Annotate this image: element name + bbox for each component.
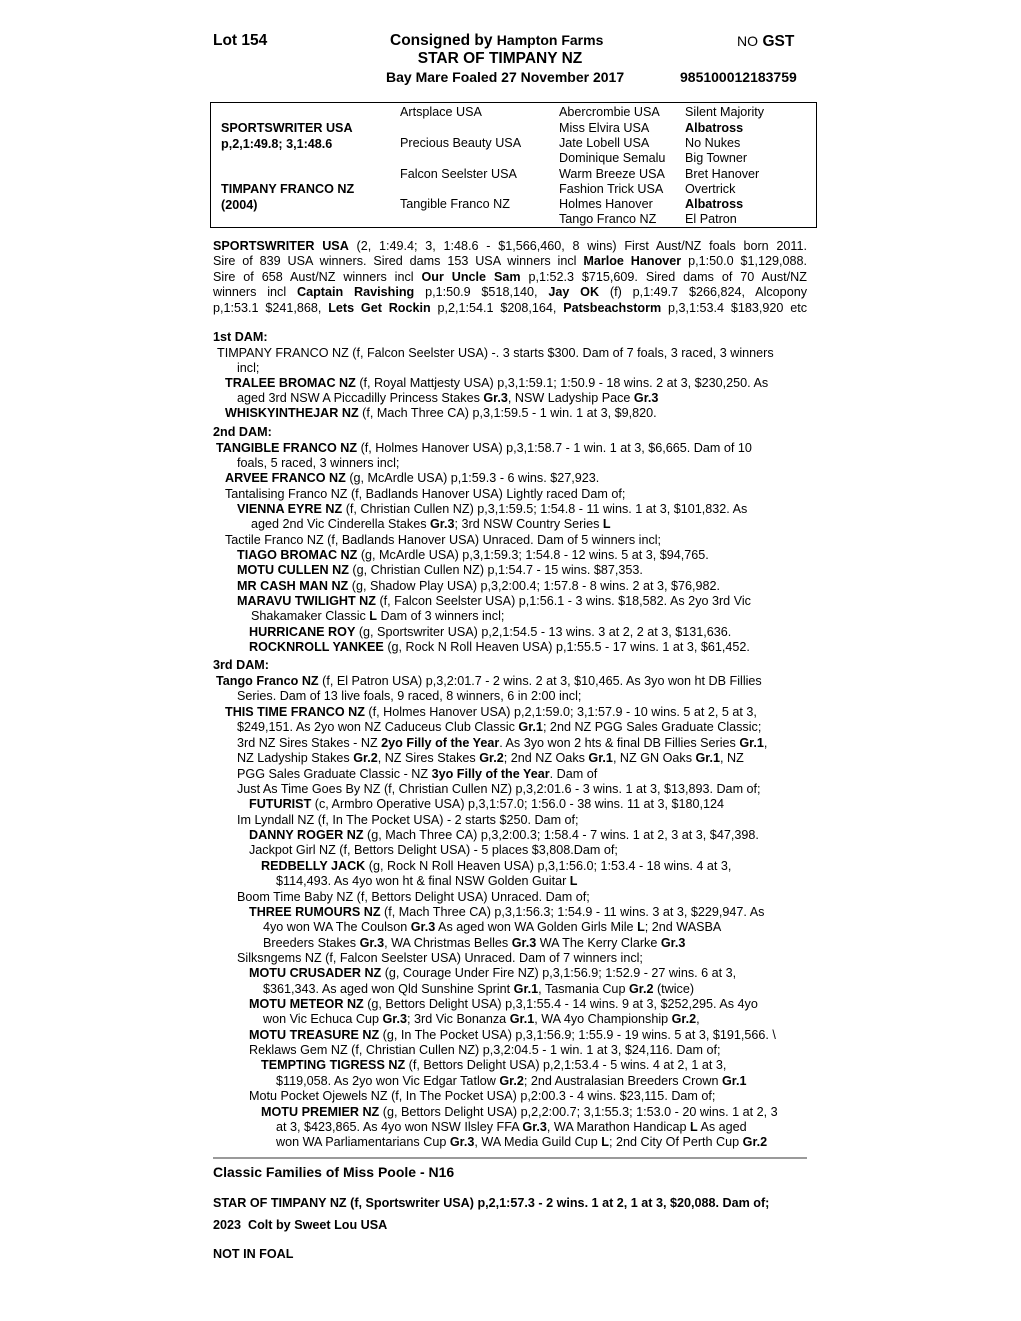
family-line [251, 517, 611, 532]
pedigree-g4-8: El Patron [685, 212, 737, 226]
pedigree-g4-3: No Nukes [685, 136, 741, 150]
text-segment: (f, Christian Cullen NZ) p,3,1:59.5; 1:54.8 - 11 wins. 1 at 3, $101,832. As [342, 502, 748, 516]
text-segment: Shakamaker Classic [251, 609, 370, 623]
text-segment: ; 2nd Australasian Breeders Crown [523, 1074, 722, 1088]
family-line [237, 579, 720, 594]
bold-segment: HURRICANE ROY [249, 625, 356, 639]
bold-segment: ROCKNROLL YANKEE [249, 640, 384, 654]
text-segment: (f, Bettors Delight USA) p,2,1:53.4 - 5 wins. 4 at 2, 1 at 3, [405, 1058, 727, 1072]
family-line [249, 905, 764, 920]
bold-segment: Our Uncle Sam [421, 269, 521, 284]
text-segment: p,3,1:53.4 $183,920 etc [661, 300, 807, 315]
text-segment: (g, Christian Cullen NZ) p,1:54.7 - 15 wins. $87,353. [348, 563, 643, 577]
bold-segment: MOTU TREASURE NZ [249, 1028, 380, 1042]
second-dam-heading: 2nd DAM: [213, 425, 272, 439]
bold-segment: MARAVU TWILIGHT NZ [237, 594, 376, 608]
text-segment: (g, Shadow Play USA) p,3,2:00.4; 1:57.8 - 8 wins. 2 at 3, $76,982. [348, 579, 720, 593]
pedigree-dam-dam: Tangible Franco NZ [400, 197, 510, 211]
text-segment: , NZ GN Oaks [612, 751, 696, 765]
sire-summary-line [213, 254, 807, 269]
text-segment: won WA Parliamentarians Cup [276, 1135, 450, 1149]
text-segment: 4yo won WA The Coulson [263, 920, 411, 934]
family-title: Classic Families of Miss Poole - N16 [213, 1164, 455, 1180]
pedigree-g4-5: Bret Hanover [685, 167, 760, 181]
bold-segment: TANGIBLE FRANCO NZ [216, 441, 358, 455]
bold-segment: SPORTSWRITER USA [213, 239, 349, 253]
bold-segment: Gr.2 [671, 1012, 697, 1026]
family-line [276, 874, 578, 889]
text-segment: As aged won WA Golden Girls Mile [435, 920, 638, 934]
text-segment: won Vic Echuca Cup [263, 1012, 383, 1026]
family-line [225, 487, 625, 502]
pedigree-granddam: Precious Beauty USA [400, 136, 522, 150]
sire-summary-line [213, 270, 807, 285]
family-line [261, 1105, 778, 1120]
bold-segment: WHISKYINTHEJAR NZ [225, 406, 359, 420]
family-line [261, 1058, 726, 1073]
family-line [225, 533, 661, 548]
text-segment: $249,151. As 2yo won NZ Caduceus Club Classic [237, 720, 519, 734]
bold-segment: Gr.3 [410, 920, 436, 934]
family-line [249, 640, 750, 655]
bold-segment: TRALEE BROMAC NZ [225, 376, 356, 390]
bold-segment: Gr.3 [449, 1135, 475, 1149]
family-line [249, 966, 736, 981]
bold-segment: Gr.1 [739, 736, 764, 750]
family-line [249, 997, 758, 1012]
text-segment: (f, Holmes Hanover USA) p,2,1:59.0; 3,1:57.9 - 10 wins. 5 at 2, 5 at 3, [364, 705, 757, 719]
text-segment: ; 2nd City Of Perth Cup [608, 1135, 743, 1149]
bold-segment: MOTU METEOR NZ [249, 997, 364, 1011]
text-segment: (twice) [653, 982, 695, 996]
family-line [237, 951, 643, 966]
family-line [237, 767, 597, 782]
text-segment: ; 2nd NZ Oaks [503, 751, 589, 765]
pedigree-table [210, 102, 817, 228]
sire-summary-line [213, 301, 807, 316]
family-line [225, 406, 657, 421]
family-line [249, 1043, 721, 1058]
text-segment: Sire of 839 USA winners. Sired dams 153 USA winners incl [213, 254, 584, 269]
bold-segment: Gr.3 [359, 936, 385, 950]
bold-segment: Gr.2 [499, 1074, 524, 1088]
bold-segment: Gr.2 [628, 982, 654, 996]
bold-segment: Gr.3 [430, 517, 455, 531]
horse-name: STAR OF TIMPANY NZ [417, 50, 583, 67]
text-segment: (g, Bettors Delight USA) p,2,2:00.7; 3,1:55.3; 1:53.0 - 20 wins. 1 at 2, 3 [379, 1105, 778, 1119]
family-line [237, 720, 761, 735]
family-line [263, 920, 721, 935]
bold-segment: Lets Get Rockin [328, 300, 431, 315]
family-line [263, 1012, 700, 1027]
text-segment: . Dam of [549, 767, 598, 781]
bold-segment: Gr.1 [695, 751, 721, 765]
bold-segment: Gr.3 [660, 936, 686, 950]
text-segment: Jackpot Girl NZ (f, Bettors Delight USA) - 5 places $3,808.Dam of; [249, 843, 618, 857]
text-segment: , NSW Ladyship Pace [507, 391, 634, 405]
text-segment: Just As Time Goes By NZ (f, Christian Cullen NZ) p,3,2:01.6 - 3 wins. 1 at 3, $13,893. Dam of; [237, 782, 761, 796]
bold-segment: Tango Franco NZ [216, 674, 319, 688]
text-segment: winners incl [213, 285, 297, 300]
bold-segment: Jay OK [548, 285, 600, 300]
sire-summary [213, 239, 807, 316]
text-segment: $114,493. As 4yo won ht & final NSW Golden Guitar [276, 874, 570, 888]
bold-segment: FUTURIST [249, 797, 312, 811]
bold-segment: Gr.1 [513, 982, 539, 996]
bold-segment: L [602, 517, 611, 531]
text-segment: (2, 1:49.4; 3, 1:48.6 - $1,566,460, 8 wins) First Aust/NZ foals born 2011. [348, 239, 807, 253]
pedigree-g4-1: Silent Majority [685, 105, 765, 119]
bold-segment: Marloe Hanover [583, 254, 682, 269]
text-segment: (f, El Patron USA) p,3,2:01.7 - 2 wins. 2 at 3, $10,465. As 3yo won ht DB Fillies [318, 674, 762, 688]
bold-segment: 2yo Filly of the Year [381, 736, 500, 750]
text-segment: , WA Media Guild Cup [474, 1135, 602, 1149]
text-segment: (c, Armbro Operative USA) p,3,1:57.0; 1:56.0 - 38 wins. 11 at 3, $180,124 [311, 797, 725, 811]
text-segment: , [763, 736, 768, 750]
family-line [217, 346, 774, 361]
pedigree-g3-5: Warm Breeze USA [559, 167, 665, 181]
bold-segment: L [569, 874, 578, 888]
family-line [249, 1089, 715, 1104]
text-segment: (g, Rock N Roll Heaven USA) p,3,1:56.0; 1:53.4 - 18 wins. 4 at 3, [365, 859, 732, 873]
consigned-by [390, 32, 603, 50]
sire-record: p,2,1:49.8; 3,1:48.6 [221, 137, 333, 151]
bold-segment: Gr.2 [742, 1135, 768, 1149]
text-segment: (f, Mach Three CA) p,3,1:56.3; 1:54.9 - 11 wins. 3 at 3, $229,947. As [380, 905, 765, 919]
family-line [249, 1028, 776, 1043]
family-line [237, 782, 761, 797]
third-dam-heading: 3rd DAM: [213, 658, 269, 672]
text-segment: , WA Christmas Belles [384, 936, 512, 950]
gst-prefix: NO [737, 33, 758, 49]
sire-summary-line [213, 285, 807, 300]
family-line [249, 828, 759, 843]
family-line [237, 594, 751, 609]
gst-status [737, 33, 794, 51]
bold-segment: 3yo Filly of the Year [431, 767, 550, 781]
text-segment: WA The Kerry Clarke [536, 936, 661, 950]
family-line [237, 563, 643, 578]
family-line [216, 441, 752, 456]
gst-label: GST [762, 33, 795, 50]
foal-status: NOT IN FOAL [213, 1247, 294, 1261]
pedigree-dam-sire: Falcon Seelster USA [400, 167, 517, 181]
bold-segment: MOTU CRUSADER NZ [249, 966, 382, 980]
text-segment: NZ Ladyship Stakes [237, 751, 354, 765]
bold-segment: L [601, 1135, 609, 1149]
dam-name: TIMPANY FRANCO NZ [221, 182, 355, 196]
pedigree-g4-4: Big Towner [685, 151, 748, 165]
bold-segment: Gr.2 [479, 751, 504, 765]
text-segment: Dam of 3 winners incl; [377, 609, 505, 623]
family-line [225, 705, 757, 720]
bold-segment: Gr.1 [518, 720, 543, 734]
consigned-prefix: Consigned by [390, 32, 493, 49]
text-segment: , Tasmania Cup [538, 982, 629, 996]
pedigree-g3-8: Tango Franco NZ [559, 212, 657, 226]
bold-segment: Gr.3 [382, 1012, 407, 1026]
text-segment: (g, Courage Under Fire NZ) p,3,1:56.9; 1:52.9 - 27 wins. 6 at 3, [381, 966, 737, 980]
text-segment: , NZ [720, 751, 744, 765]
text-segment: Motu Pocket Ojewels NZ (f, In The Pocket USA) p,2:00.3 - 4 wins. $23,115. Dam of; [249, 1089, 716, 1103]
bold-segment: Gr.3 [483, 391, 508, 405]
text-segment: at 3, $423,865. As 4yo won NSW Ilsley FFA [276, 1120, 523, 1134]
bold-segment: Gr.3 [522, 1120, 547, 1134]
family-line [263, 982, 694, 997]
horse-summary: STAR OF TIMPANY NZ (f, Sportswriter USA) p,2,1:57.3 - 2 wins. 1 at 2, 1 at 3, $20,088. Dam of; [213, 1196, 770, 1210]
family-line [216, 674, 762, 689]
text-segment: Boom Time Baby NZ (f, Bettors Delight USA) Unraced. Dam of; [237, 890, 590, 904]
text-segment: ; 3rd Vic Bonanza [407, 1012, 510, 1026]
text-segment: (g, McArdle USA) p,3,1:59.3; 1:54.8 - 12 wins. 5 at 3, $94,765. [357, 548, 709, 562]
bold-segment: L [689, 1120, 698, 1134]
family-line [261, 859, 731, 874]
bold-segment: Gr.3 [511, 936, 537, 950]
pedigree-g3-2: Miss Elvira USA [559, 121, 650, 135]
family-line [237, 813, 579, 828]
bold-segment: DANNY ROGER NZ [249, 828, 364, 842]
text-segment: Reklaws Gem NZ (f, Christian Cullen NZ) p,3,2:04.5 - 1 win. 1 at 3, $24,116. Dam of; [249, 1043, 721, 1057]
text-segment: (f, Royal Mattjesty USA) p,3,1:59.1; 1:50.9 - 18 wins. 2 at 3, $230,250. As [355, 376, 769, 390]
bold-segment: THREE RUMOURS NZ [249, 905, 381, 919]
family-line [225, 376, 768, 391]
family-line [237, 361, 259, 376]
bold-segment: VIENNA EYRE NZ [237, 502, 343, 516]
microchip-number: 985100012183759 [680, 69, 797, 85]
family-line [237, 890, 590, 905]
bold-segment: L [369, 609, 377, 623]
family-line [249, 797, 724, 812]
text-segment: p,2,1:54.1 $208,164, [430, 300, 564, 315]
divider-rule [213, 1157, 807, 1159]
family-line [237, 502, 747, 517]
family-line [249, 625, 731, 640]
family-line [251, 609, 504, 624]
bold-segment: ARVEE FRANCO NZ [225, 471, 346, 485]
text-segment: TIMPANY FRANCO NZ (f, Falcon Seelster USA) -. 3 starts $300. Dam of 7 foals, 3 raced, 3 winners [217, 346, 774, 360]
family-line [237, 391, 658, 406]
consignor-name: Hampton Farms [496, 32, 604, 48]
pedigree-g4-6: Overtrick [685, 182, 736, 196]
text-segment: (g, Sportswriter USA) p,2,1:54.5 - 13 wins. 3 at 2, 2 at 3, $131,636. [355, 625, 732, 639]
family-line [249, 843, 618, 858]
text-segment: foals, 5 raced, 3 winners incl; [237, 456, 400, 470]
pedigree-g4-7: Albatross [685, 197, 744, 211]
horse-description: Bay Mare Foaled 27 November 2017 [386, 69, 625, 85]
text-segment: (g, McArdle USA) p,1:59.3 - 6 wins. $27,923. [345, 471, 600, 485]
family-line [225, 471, 599, 486]
bold-segment: TEMPTING TIGRESS NZ [261, 1058, 406, 1072]
text-segment: , WA Marathon Handicap [546, 1120, 690, 1134]
text-segment: , [696, 1012, 700, 1026]
text-segment: (f, Holmes Hanover USA) p,3,1:58.7 - 1 win. 1 at 3, $6,665. Dam of 10 [357, 441, 752, 455]
first-dam-heading: 1st DAM: [213, 330, 268, 344]
text-segment: $361,343. As aged won Qld Sunshine Sprint [263, 982, 514, 996]
pedigree-g4-2: Albatross [685, 121, 744, 135]
pedigree-g3-6: Fashion Trick USA [559, 182, 664, 196]
text-segment: Breeders Stakes [263, 936, 360, 950]
text-segment: (f, Mach Three CA) p,3,1:59.5 - 1 win. 1 at 3, $9,820. [358, 406, 657, 420]
bold-segment: Gr.1 [588, 751, 613, 765]
bold-segment: Gr.3 [633, 391, 659, 405]
text-segment: p,1:50.9 $518,140, [414, 285, 549, 300]
family-line [276, 1135, 767, 1150]
text-segment: Tactile Franco NZ (f, Badlands Hanover USA) Unraced. Dam of 5 winners incl; [225, 533, 662, 547]
foal-record: 2023 Colt by Sweet Lou USA [213, 1218, 388, 1232]
text-segment: (g, Mach Three CA) p,3,2:00.3; 1:58.4 - 7 wins. 1 at 2, 3 at 3, $47,398. [363, 828, 759, 842]
text-segment: incl; [237, 361, 260, 375]
bold-segment: MOTU PREMIER NZ [261, 1105, 380, 1119]
text-segment: (g, Bettors Delight USA) p,3,1:55.4 - 14 wins. 9 at 3, $252,295. As 4yo [363, 997, 758, 1011]
text-segment: Silksngems NZ (f, Falcon Seelster USA) Unraced. Dam of 7 winners incl; [237, 951, 643, 965]
text-segment: , NZ Sires Stakes [377, 751, 480, 765]
text-segment: 3rd NZ Sires Stakes - NZ [237, 736, 382, 750]
text-segment: , WA 4yo Championship [534, 1012, 672, 1026]
family-line [237, 689, 581, 704]
text-segment: ; 2nd WASBA [644, 920, 722, 934]
pedigree-g3-4: Dominique Semalu [559, 151, 666, 165]
text-segment: Series. Dam of 13 live foals, 9 raced, 8 winners, 6 in 2:00 incl; [237, 689, 582, 703]
text-segment: ; 3rd NSW Country Series [454, 517, 603, 531]
pedigree-grandsire: Artsplace USA [400, 105, 482, 119]
text-segment: aged 2nd Vic Cinderella Stakes [251, 517, 430, 531]
family-line [237, 456, 399, 471]
text-segment: Im Lyndall NZ (f, In The Pocket USA) - 2 starts $250. Dam of; [237, 813, 579, 827]
text-segment: Tantalising Franco NZ (f, Badlands Hanover USA) Lightly raced Dam of; [225, 487, 626, 501]
family-line [237, 548, 709, 563]
bold-segment: Gr.1 [721, 1074, 747, 1088]
family-line [237, 751, 744, 766]
bold-segment: Captain Ravishing [297, 285, 415, 300]
text-segment: (g, In The Pocket USA) p,3,1:56.9; 1:55.9 - 19 wins. 5 at 3, $191,566. \ [379, 1028, 776, 1042]
text-segment: PGG Sales Graduate Classic - NZ [237, 767, 432, 781]
dam-year: (2004) [221, 198, 258, 212]
bold-segment: Patsbeachstorm [563, 300, 662, 315]
pedigree-g3-3: Jate Lobell USA [559, 136, 650, 150]
text-segment: p,1:52.3 $715,609. Sired dams of 70 Aust/NZ [520, 269, 807, 284]
bold-segment: Gr.1 [509, 1012, 535, 1026]
text-segment: (f) p,1:49.7 $266,824, Alcopony [599, 285, 807, 300]
bold-segment: L [637, 920, 645, 934]
text-segment: As aged [697, 1120, 747, 1134]
pedigree-g3-7: Holmes Hanover [559, 197, 653, 211]
sire-name: SPORTSWRITER USA [221, 121, 353, 135]
family-line [263, 936, 685, 951]
family-line [237, 736, 767, 751]
lot-number: Lot 154 [213, 32, 268, 49]
pedigree-g3-1: Abercrombie USA [559, 105, 660, 119]
text-segment: $119,058. As 2yo won Vic Edgar Tatlow [276, 1074, 500, 1088]
bold-segment: THIS TIME FRANCO NZ [225, 705, 365, 719]
bold-segment: Gr.2 [353, 751, 378, 765]
bold-segment: MOTU CULLEN NZ [237, 563, 349, 577]
bold-segment: TIAGO BROMAC NZ [237, 548, 358, 562]
bold-segment: MR CASH MAN NZ [237, 579, 349, 593]
text-segment: p,1:53.1 $241,868, [213, 300, 329, 315]
text-segment: p,1:50.0 $1,129,088. [681, 254, 808, 269]
sire-summary-line [213, 239, 807, 254]
family-line [276, 1074, 746, 1089]
text-segment: (g, Rock N Roll Heaven USA) p,1:55.5 - 17 wins. 1 at 3, $61,452. [383, 640, 750, 654]
bold-segment: REDBELLY JACK [261, 859, 366, 873]
text-segment: Sire of 658 Aust/NZ winners incl [213, 269, 422, 284]
text-segment: aged 3rd NSW A Piccadilly Princess Stakes [237, 391, 484, 405]
text-segment: (f, Falcon Seelster USA) p,1:56.1 - 3 wins. $18,582. As 2yo 3rd Vic [375, 594, 751, 608]
family-line [276, 1120, 747, 1135]
text-segment: . As 3yo won 2 hts & final DB Fillies Series [499, 736, 740, 750]
text-segment: ; 2nd NZ PGG Sales Graduate Classic; [542, 720, 762, 734]
